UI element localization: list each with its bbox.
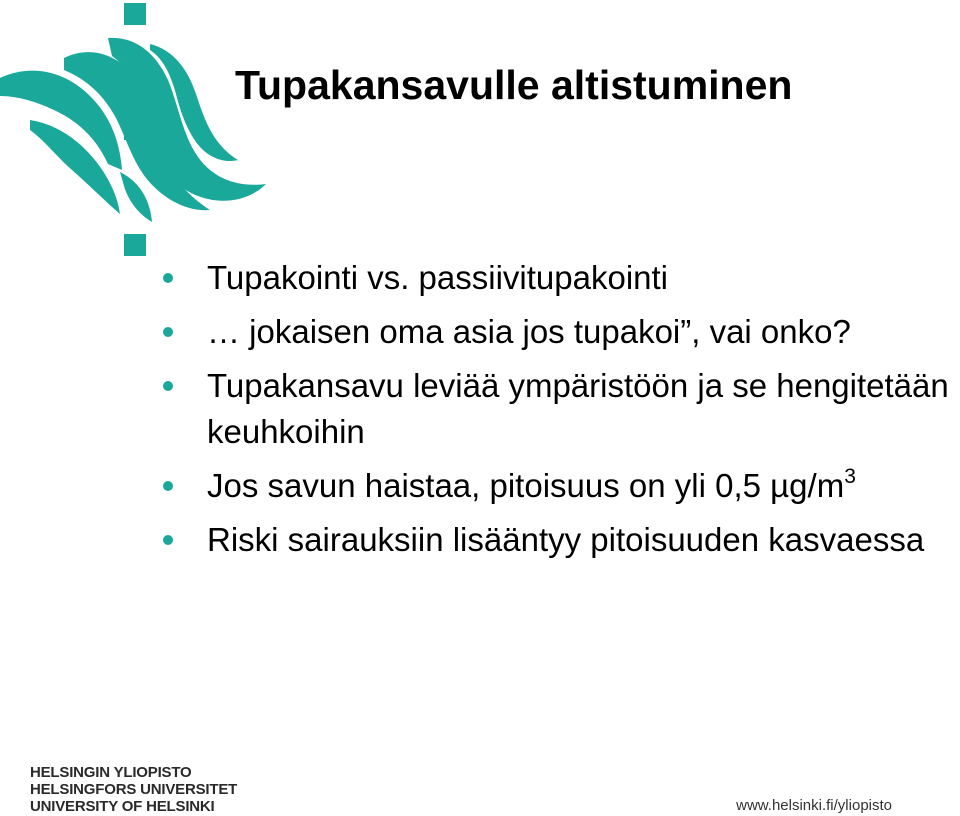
superscript-exponent: 3 (844, 465, 856, 488)
university-name-swedish: HELSINGFORS UNIVERSITET (30, 781, 238, 798)
bullet-dot-icon (163, 535, 173, 545)
website-url: www.helsinki.fi/yliopisto (736, 797, 892, 814)
bullet-text: Tupakointi vs. passiivitupakointi (207, 259, 669, 296)
university-name-finnish: HELSINGIN YLIOPISTO (30, 764, 192, 781)
bullet-dot-icon (163, 481, 173, 491)
bullet-text: Tupakansavu leviää ympäristöön ja se hengitetään keuhkoihin (207, 367, 949, 450)
university-name-block (30, 764, 237, 815)
bullet-list (0, 255, 960, 571)
university-name-english: UNIVERSITY OF HELSINKI (30, 798, 215, 815)
bullet-item (0, 463, 960, 509)
bullet-text: … jokaisen oma asia jos tupakoi”, vai onko? (207, 313, 851, 350)
bullet-dot-icon (163, 381, 173, 391)
bullet-text: Jos savun haistaa, pitoisuus on yli 0,5 µg/m (207, 467, 845, 504)
bullet-text: Riski sairauksiin lisääntyy pitoisuuden kasvaessa (207, 521, 925, 558)
bullet-item (0, 363, 960, 455)
slide-title: Tupakansavulle altistuminen (235, 62, 793, 108)
flame-logo-graphic (0, 0, 280, 265)
bullet-item (0, 517, 960, 563)
university-flame-logo-icon (0, 0, 280, 265)
bullet-item (0, 255, 960, 301)
bullet-dot-icon (163, 327, 173, 337)
bullet-item (0, 309, 960, 355)
bullet-dot-icon (163, 273, 173, 283)
